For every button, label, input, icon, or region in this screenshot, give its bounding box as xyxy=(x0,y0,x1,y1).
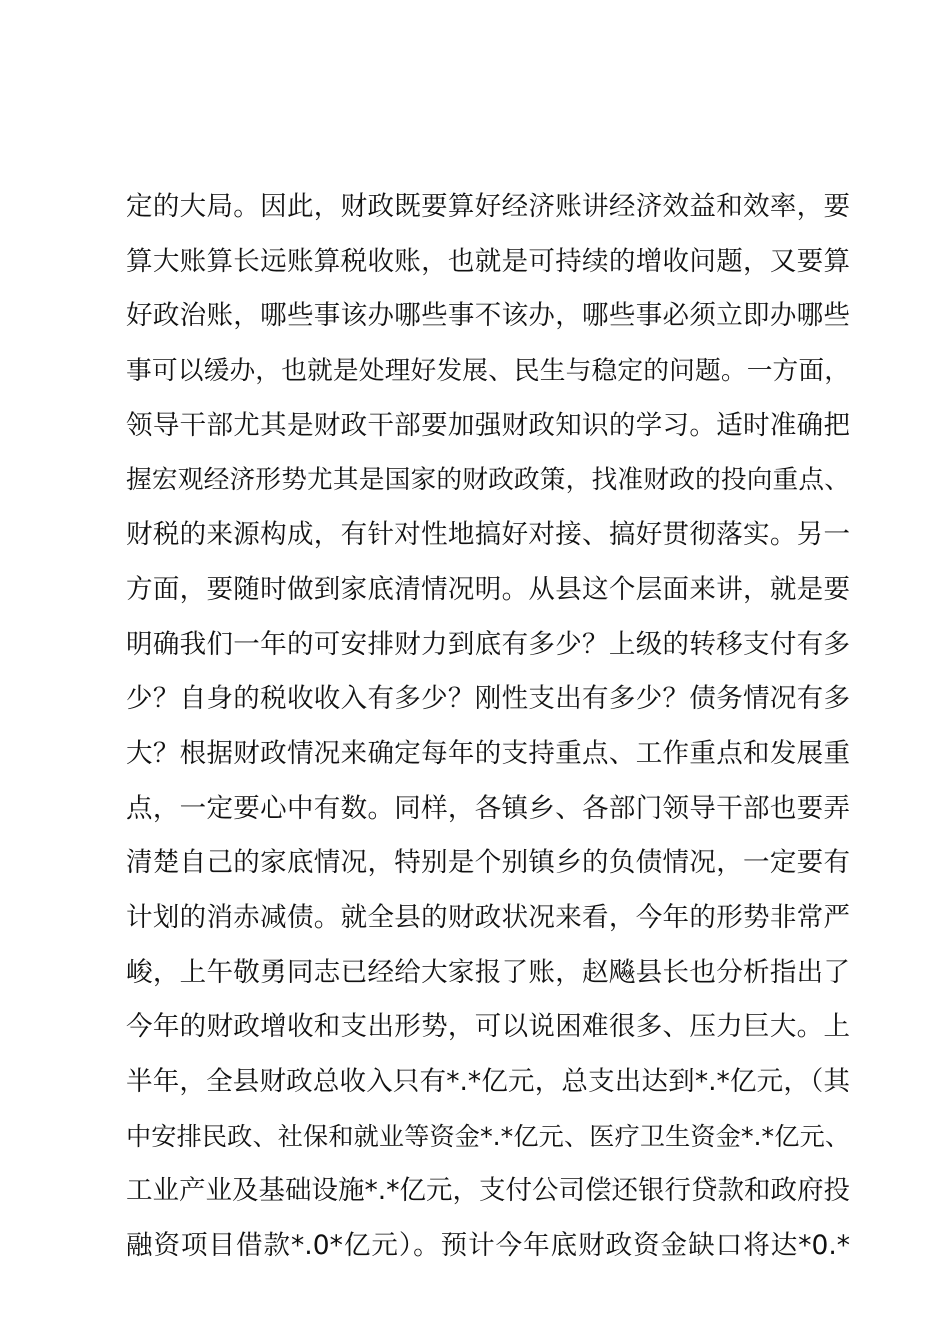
text-line-13: 清楚自己的家底情况，特别是个别镇乡的负债情况，一定要有 xyxy=(126,847,850,879)
text-line-11: 大？根据财政情况来确定每年的支持重点、工作重点和发展重 xyxy=(126,737,850,769)
text-line-4: 事可以缓办，也就是处理好发展、民生与稳定的问题。一方面， xyxy=(126,356,850,387)
text-line-14: 计划的消赤减债。就全县的财政状况来看，今年的形势非常严 xyxy=(126,901,850,933)
text-line-19: 工业产业及基础设施*.*亿元，支付公司偿还银行贷款和政府投 xyxy=(126,1175,850,1207)
text-line-1: 定的大局。因此，财政既要算好经济账讲经济效益和效率，要 xyxy=(126,191,850,222)
text-line-15: 峻，上午敬勇同志已经给大家报了账，赵飚县长也分析指出了 xyxy=(126,956,850,988)
text-line-7: 财税的来源构成，有针对性地搞好对接、搞好贯彻落实。另一 xyxy=(126,519,850,551)
text-line-20: 融资项目借款*.0*亿元）。预计今年底财政资金缺口将达*0.* xyxy=(126,1230,850,1262)
text-line-2: 算大账算长远账算税收账，也就是可持续的增收问题，又要算 xyxy=(126,245,850,277)
text-line-16: 今年的财政增收和支出形势，可以说困难很多、压力巨大。上 xyxy=(126,1011,850,1043)
text-line-9: 明确我们一年的可安排财力到底有多少？上级的转移支付有多 xyxy=(126,628,850,660)
text-line-8: 方面，要随时做到家底清情况明。从县这个层面来讲，就是要 xyxy=(126,573,850,605)
text-line-17: 半年，全县财政总收入只有*.*亿元，总支出达到*.*亿元，（其 xyxy=(126,1066,850,1097)
text-line-6: 握宏观经济形势尤其是国家的财政政策，找准财政的投向重点、 xyxy=(126,465,850,496)
text-line-3: 好政治账，哪些事该办哪些事不该办，哪些事必须立即办哪些 xyxy=(126,300,850,332)
text-line-5: 领导干部尤其是财政干部要加强财政知识的学习。适时准确把 xyxy=(126,409,850,441)
text-line-10: 少？自身的税收收入有多少？刚性支出有多少？债务情况有多 xyxy=(126,683,850,715)
text-line-18: 中安排民政、社保和就业等资金*.*亿元、医疗卫生资金*.*亿元、 xyxy=(126,1121,850,1151)
text-line-12: 点，一定要心中有数。同样，各镇乡、各部门领导干部也要弄 xyxy=(126,792,850,824)
body-paragraph xyxy=(126,180,850,1274)
